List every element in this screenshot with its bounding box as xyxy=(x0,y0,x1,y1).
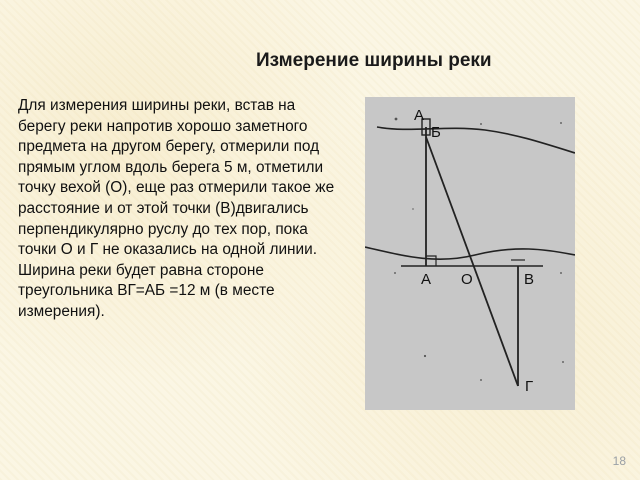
speck xyxy=(562,361,564,363)
speck xyxy=(395,118,398,121)
label-v: В xyxy=(524,271,535,288)
speck xyxy=(560,272,562,274)
label-a-top: А xyxy=(414,107,425,124)
speck xyxy=(394,272,396,274)
right-angle-a xyxy=(426,256,436,266)
speck xyxy=(480,123,482,125)
slide-title: Измерение ширины реки xyxy=(256,50,492,71)
page-number: 18 xyxy=(612,454,626,468)
label-a: А xyxy=(421,271,432,288)
label-b: Б xyxy=(431,124,441,141)
label-g: Г xyxy=(525,378,534,395)
speck xyxy=(424,355,426,357)
body-text: Для измерения ширины реки, встав на берегу реки напротив хорошо заметного предмета на другом берегу, отмерили под прямым углом вдоль берега 5 м, отметили точку вехой (О), еще раз отмерили такое же расстояние и от этой точки (В)двигались перпендикулярно руслу до тех пор, пока точки О и Г не оказались на одной линии. Ширина реки будет равна стороне треугольника ВГ=АБ =12 м (в месте измерения). xyxy=(18,97,335,320)
label-o: О xyxy=(461,271,473,288)
speck xyxy=(560,122,562,124)
river-diagram xyxy=(365,97,575,410)
speck xyxy=(480,379,482,381)
river-diagram-svg xyxy=(365,97,575,410)
far-riverbank xyxy=(377,127,575,153)
speck xyxy=(412,208,414,210)
line-b-g xyxy=(426,137,518,386)
